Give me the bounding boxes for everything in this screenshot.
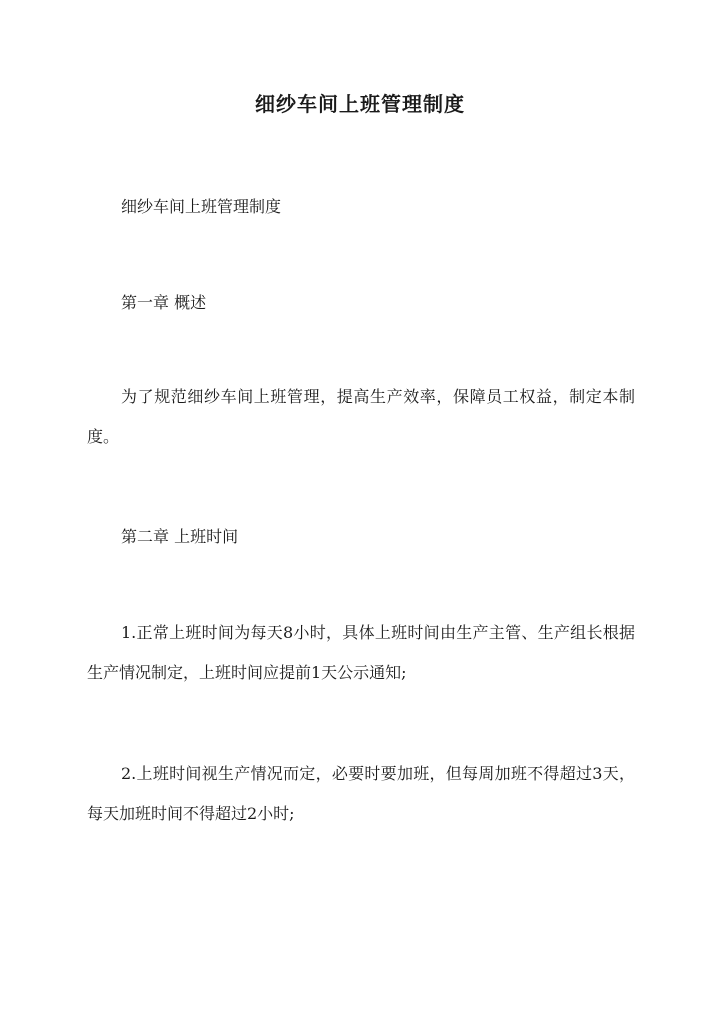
intro-paragraph: 为了规范细纱车间上班管理，提高生产效率，保障员工权益，制定本制度。 <box>87 387 635 446</box>
document-subtitle: 细纱车间上班管理制度 <box>121 197 282 216</box>
chapter-1-heading: 第一章 概述 <box>121 293 207 312</box>
document-title: 细纱车间上班管理制度 <box>255 92 465 116</box>
chapter-2-heading: 第二章 上班时间 <box>121 527 239 546</box>
work-hours-item-1: 1.正常上班时间为每天8小时，具体上班时间由生产主管、生产组长根据生产情况制定，上班时间应提前1天公示通知; <box>87 623 635 682</box>
work-hours-item-2: 2.上班时间视生产情况而定，必要时要加班，但每周加班不得超过3天，每天加班时间不得超过2小时; <box>87 764 635 823</box>
